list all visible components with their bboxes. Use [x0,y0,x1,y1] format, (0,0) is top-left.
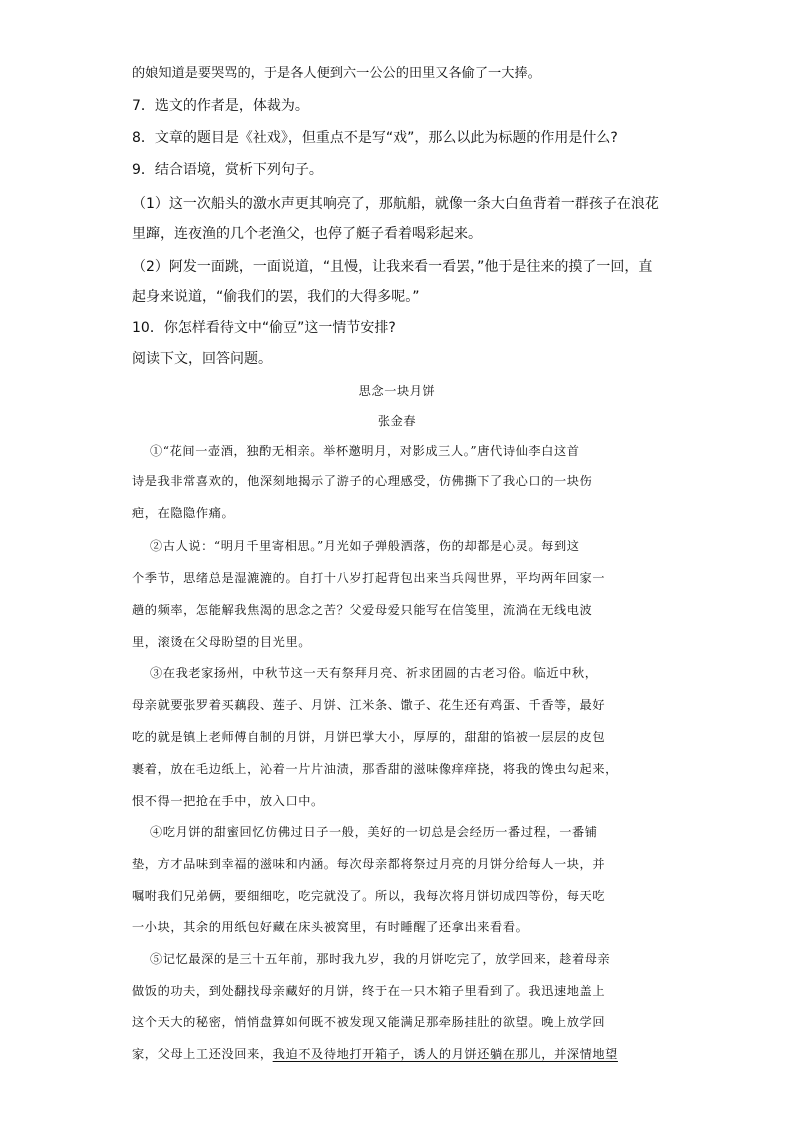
article-line [132,1044,662,1064]
question-9-item-2-cont: 起身来说道，“偷我们的罢，我们的大得多呢。” [132,289,420,305]
article-line: 裹着，放在毛边纸上，沁着一片片油渍，那香甜的滋味像痒痒挠，将我的馋虫勾起来， [132,762,618,776]
article-line: 个季节，思绪总是湿漉漉的。自打十八岁打起背包出来当兵闯世界，平均两年回家一 [132,571,606,585]
article-title: 思念一块月饼 [358,384,436,398]
article-line: ⑤记忆最深的是三十五年前，那时我九岁，我的月饼吃完了，放学回来，趁着母亲 [150,952,611,966]
question-8: 8．文章的题目是《社戏》，但重点不是写“戏”，那么以此为标题的作用是什么? [132,130,618,146]
underlined-sentence: 我迫不及待地打开箱子，诱人的月饼还躺在那儿，并深情地望 [272,1047,618,1061]
article-line: ④吃月饼的甜蜜回忆仿佛过日子一般，美好的一切总是会经历一番过程，一番铺 [150,825,598,839]
article-line: ②古人说：“明月千里寄相思。”月光如子弹般洒落，伤的却都是心灵。每到这 [150,539,580,553]
reading-instruction: 阅读下文，回答问题。 [132,351,272,367]
article-line: 做饭的功夫，到处翻找母亲藏好的月饼，终于在一只木箱子里看到了。我迅速地盖上 [132,984,606,998]
article-line: ①“花间一壶酒，独酌无相亲。举杯邀明月，对影成三人。”唐代诗仙李白这首 [150,444,580,458]
article-line-plain: 家，父母上工还没回来， [132,1047,273,1061]
question-9: 9．结合语境，赏析下列句子。 [132,162,323,178]
article-line: 里，滚烫在父母盼望的目光里。 [132,635,312,649]
question-7: 7．选文的作者是，体裁为。 [132,98,309,114]
passage-fragment: 的娘知道是要哭骂的，于是各人便到六一公公的田里又各偷了一大捧。 [132,66,541,81]
question-9-item-2: （2）阿发一面跳，一面说道，“且慢，让我来看一看罢，”他于是往来的摸了一回，直 [132,259,653,275]
article-line: 吃的就是镇上老师傅自制的月饼，月饼巴掌大小，厚厚的，甜甜的馅被一层层的皮包 [132,730,606,744]
article-line: 疤，在隐隐作痛。 [132,506,235,520]
article-line: 趟的频率，怎能解我焦渴的思念之苦？父爱母爱只能写在信笺里，流淌在无线电波 [132,603,593,617]
article-line: 嘱咐我们兄弟俩，要细细吃，吃完就没了。所以，我每次将月饼切成四等份，每天吃 [132,889,606,903]
question-9-item-1: （1）这一次船头的激水声更其响亮了，那航船，就像一条大白鱼背着一群孩子在浪花 [132,196,659,212]
question-10: 10．你怎样看待文中“偷豆”这一情节安排? [132,320,396,336]
article-line: ③在我老家扬州，中秋节这一天有祭拜月亮、祈求团圆的古老习俗。临近中秋， [150,666,598,680]
article-author: 张金春 [377,414,417,428]
article-line: 母亲就要张罗着买藕段、莲子、月饼、江米条、馓子、花生还有鸡蛋、千香等，最好 [132,698,606,712]
article-line: 一小块，其余的用纸包好藏在床头被窝里，有时睡醒了还拿出来看看。 [132,920,529,934]
question-9-item-1-cont: 里蹿，连夜渔的几个老渔父，也停了艇子看着喝彩起来。 [132,226,482,242]
article-line: 诗是我非常喜欢的，他深刻地揭示了游子的心理感受，仿佛撕下了我心口的一块伤 [132,474,593,488]
article-line: 垫，方才品味到幸福的滋味和内涵。每次母亲都将祭过月亮的月饼分给每人一块，并 [132,857,606,871]
article-line: 恨不得一把抢在手中，放入口中。 [132,794,324,808]
article-line: 这个天大的秘密，悄悄盘算如何既不被发现又能满足那牵肠挂肚的欲望。晚上放学回 [132,1015,606,1029]
